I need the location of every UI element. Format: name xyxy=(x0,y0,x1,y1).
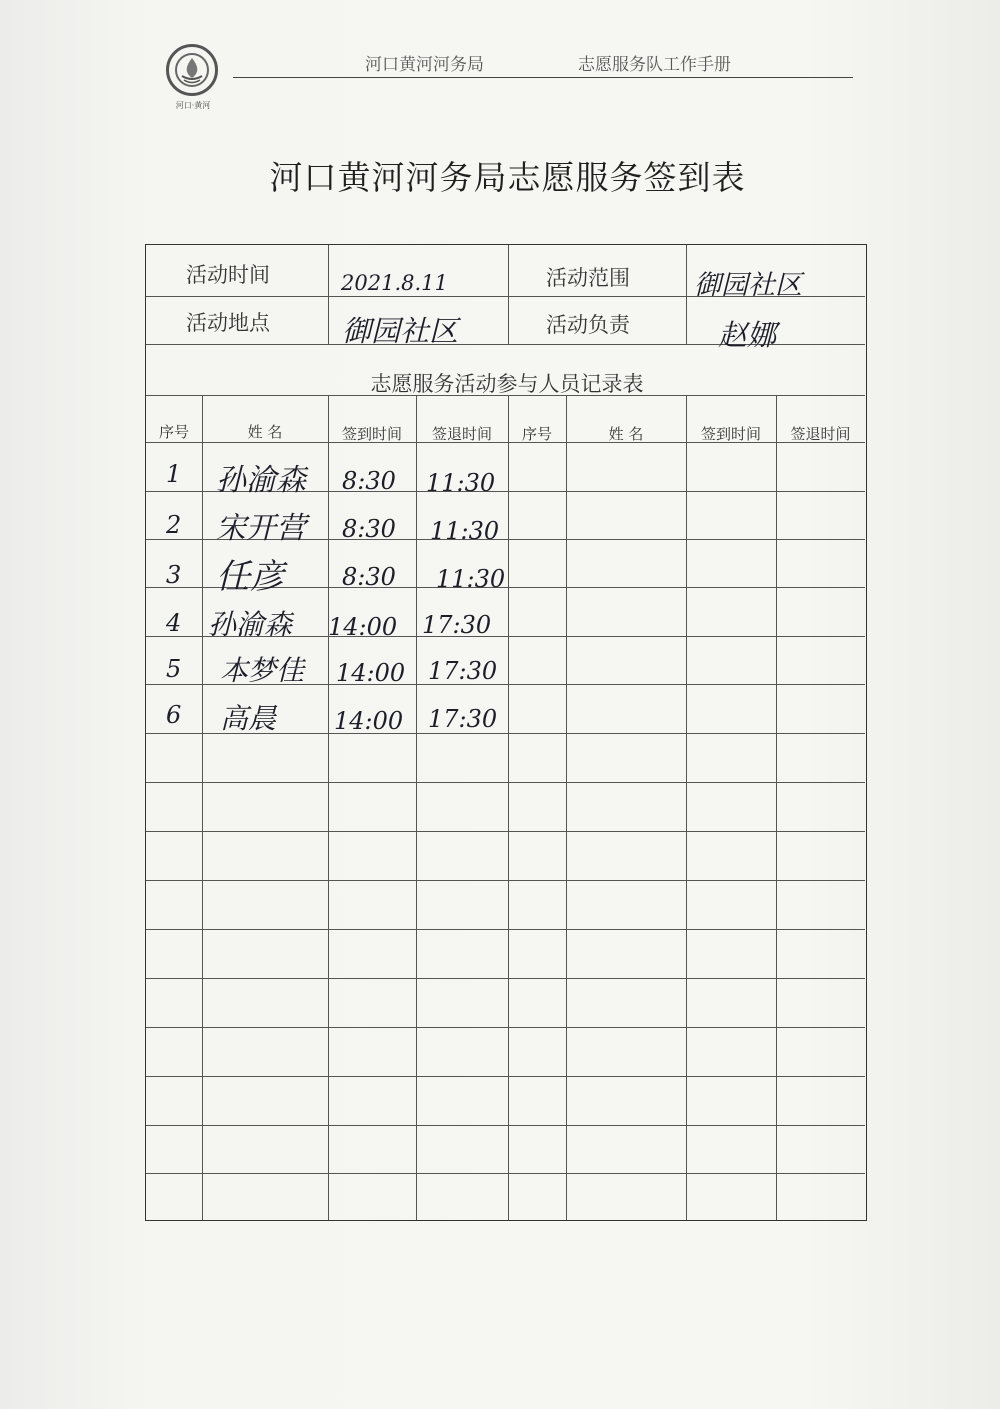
row-6-signout: 17:30 xyxy=(428,705,498,733)
row-1-name: 孙渝森 xyxy=(216,463,306,498)
row-3-no: 3 xyxy=(166,561,182,589)
activity-scope-value: 御园社区 xyxy=(694,270,802,301)
row-3-signin: 8:30 xyxy=(342,563,396,591)
activity-place-value: 御园社区 xyxy=(342,314,459,348)
col-header-name-2: 姓 名 xyxy=(608,425,644,443)
page-title: 河口黄河河务局志愿服务签到表 xyxy=(269,158,746,197)
row-2-name: 宋开营 xyxy=(216,511,306,546)
row-2-no: 2 xyxy=(166,511,182,539)
sign-in-form xyxy=(145,244,867,1221)
row-5-name: 本梦佳 xyxy=(220,654,305,687)
table-title: 志愿服务活动参与人员记录表 xyxy=(370,372,644,396)
col-header-name-1: 姓 名 xyxy=(247,423,283,441)
row-6-name: 高晨 xyxy=(220,702,277,735)
row-5-signout: 17:30 xyxy=(428,657,498,685)
row-3-name: 任彦 xyxy=(216,557,284,597)
row-4-name: 孙渝森 xyxy=(208,608,293,641)
row-2-signout: 11:30 xyxy=(430,517,500,545)
row-4-signout: 17:30 xyxy=(422,611,492,639)
activity-leader-signature: 赵娜 xyxy=(718,318,777,352)
col-header-signout-1: 签退时间 xyxy=(431,425,492,443)
row-2-signin: 8:30 xyxy=(342,515,396,543)
row-1-signin: 8:30 xyxy=(342,467,396,495)
row-3-signout: 11:30 xyxy=(436,565,506,593)
activity-scope-label: 活动范围 xyxy=(546,266,630,290)
col-header-signin-2: 签到时间 xyxy=(700,425,761,443)
header-manual: 志愿服务队工作手册 xyxy=(578,55,731,75)
activity-time-value: 2021.8.11 xyxy=(341,271,448,295)
col-header-no-2: 序号 xyxy=(521,425,552,443)
row-4-no: 4 xyxy=(166,609,182,637)
activity-place-label: 活动地点 xyxy=(186,311,270,335)
activity-leader-label: 活动负责 xyxy=(546,313,630,337)
row-6-no: 6 xyxy=(166,701,182,729)
col-header-signin-1: 签到时间 xyxy=(341,425,402,443)
row-5-signin: 14:00 xyxy=(336,659,406,687)
logo-icon xyxy=(166,44,218,96)
activity-time-label: 活动时间 xyxy=(186,263,270,287)
header-rule xyxy=(233,77,853,78)
col-header-signout-2: 签退时间 xyxy=(790,425,851,443)
row-5-no: 5 xyxy=(166,655,182,683)
row-4-signin: 14:00 xyxy=(328,613,398,641)
col-header-no-1: 序号 xyxy=(158,423,189,441)
header-org: 河口黄河河务局 xyxy=(365,55,484,75)
row-6-signin: 14:00 xyxy=(334,707,404,735)
row-1-no: 1 xyxy=(166,460,182,488)
row-1-signout: 11:30 xyxy=(426,469,496,497)
logo-caption: 河口·黄河 xyxy=(175,101,211,110)
